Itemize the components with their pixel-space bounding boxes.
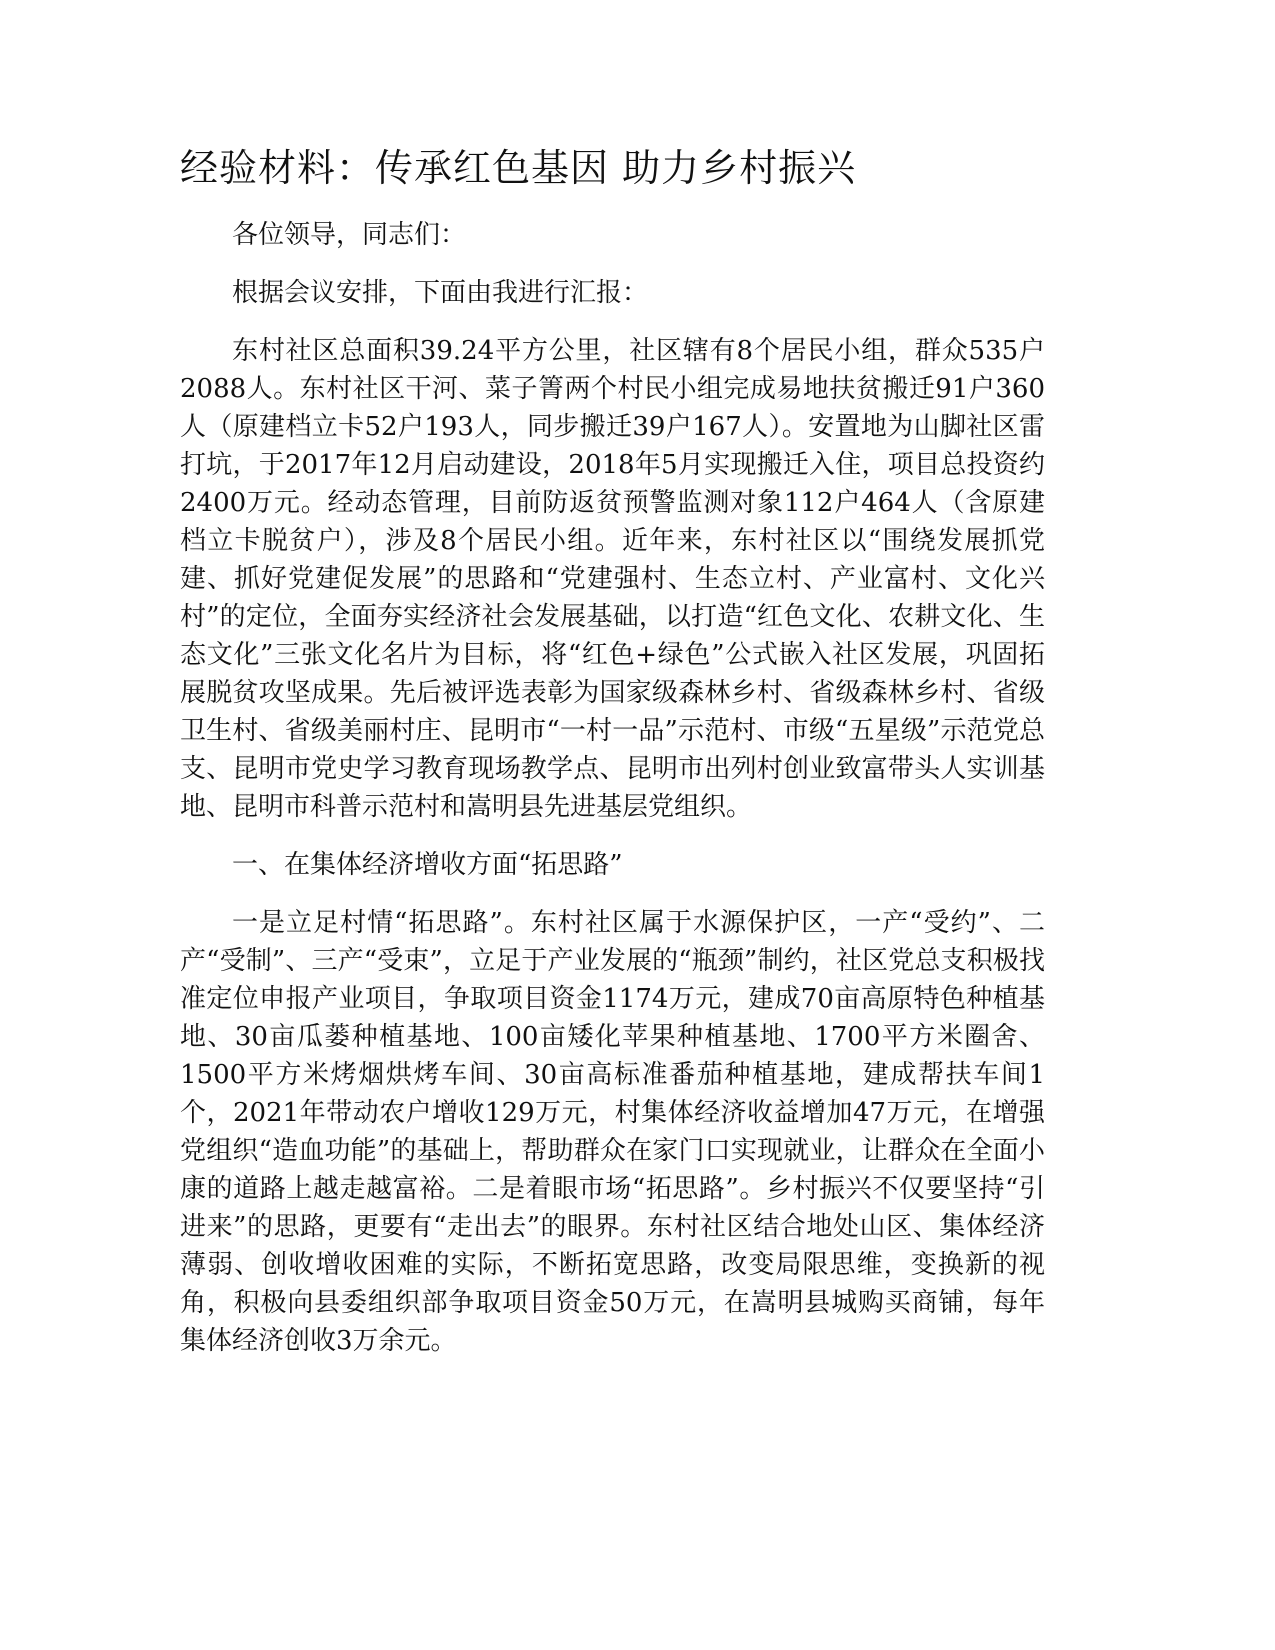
intro-paragraph: 根据会议安排，下面由我进行汇报：: [232, 278, 649, 308]
document-page: [180, 140, 1045, 1380]
document-title: 经验材料：传承红色基因 助力乡村振兴: [180, 146, 857, 190]
overview-paragraph: 东村社区总面积39.24平方公里，社区辖有8个居民小组，群众535户2088人。东村社区干河、菜子箐两个村民小组完成易地扶贫搬迁91户360人（原建档立卡52户193人，同步搬迁39户167人）。安置地为山脚社区雷打坑，于2017年12月启动建设，2018年5月实现搬迁入住，项目总投资约2400万元。经动态管理，目前防返贫预警监测对象112户464人（含原建档立卡脱贫户），涉及8个居民小组。近年来，东村社区以“围绕发展抓党建、抓好党建促发展”的思路和“党建强村、生态立村、产业富村、文化兴村”的定位，全面夯实经济社会发展基础，以打造“红色文化、农耕文化、生态文化”三张文化名片为目标，将“红色+绿色”公式嵌入社区发展，巩固拓展脱贫攻坚成果。先后被评选表彰为国家级森林乡村、省级森林乡村、省级卫生村、省级美丽村庄、昆明市“一村一品”示范村、市级“五星级”示范党总支、昆明市党史学习教育现场教学点、昆明市出列村创业致富带头人实训基地、昆明市科普示范村和嵩明县先进基层党组织。: [180, 336, 1045, 822]
salutation: 各位领导，同志们：: [232, 220, 467, 250]
section-heading: 一、在集体经济增收方面“拓思路”: [232, 850, 623, 880]
section-body-paragraph: 一是立足村情“拓思路”。东村社区属于水源保护区，一产“受约”、二产“受制”、三产“受束”，立足于产业发展的“瓶颈”制约，社区党总支积极找准定位申报产业项目，争取项目资金1174万元，建成70亩高原特色种植基地、30亩瓜蒌种植基地、100亩矮化苹果种植基地、1700平方米圈舍、1500平方米烤烟烘烤车间、30亩高标准番茄种植基地，建成帮扶车间1个，2021年带动农户增收129万元，村集体经济收益增加47万元，在增强党组织“造血功能”的基础上，帮助群众在家门口实现就业，让群众在全面小康的道路上越走越富裕。二是着眼市场“拓思路”。乡村振兴不仅要坚持“引进来”的思路，更要有“走出去”的眼界。东村社区结合地处山区、集体经济薄弱、创收增收困难的实际，不断拓宽思路，改变局限思维，变换新的视角，积极向县委组织部争取项目资金50万元，在嵩明县城购买商铺，每年集体经济创收3万余元。: [180, 908, 1045, 1356]
